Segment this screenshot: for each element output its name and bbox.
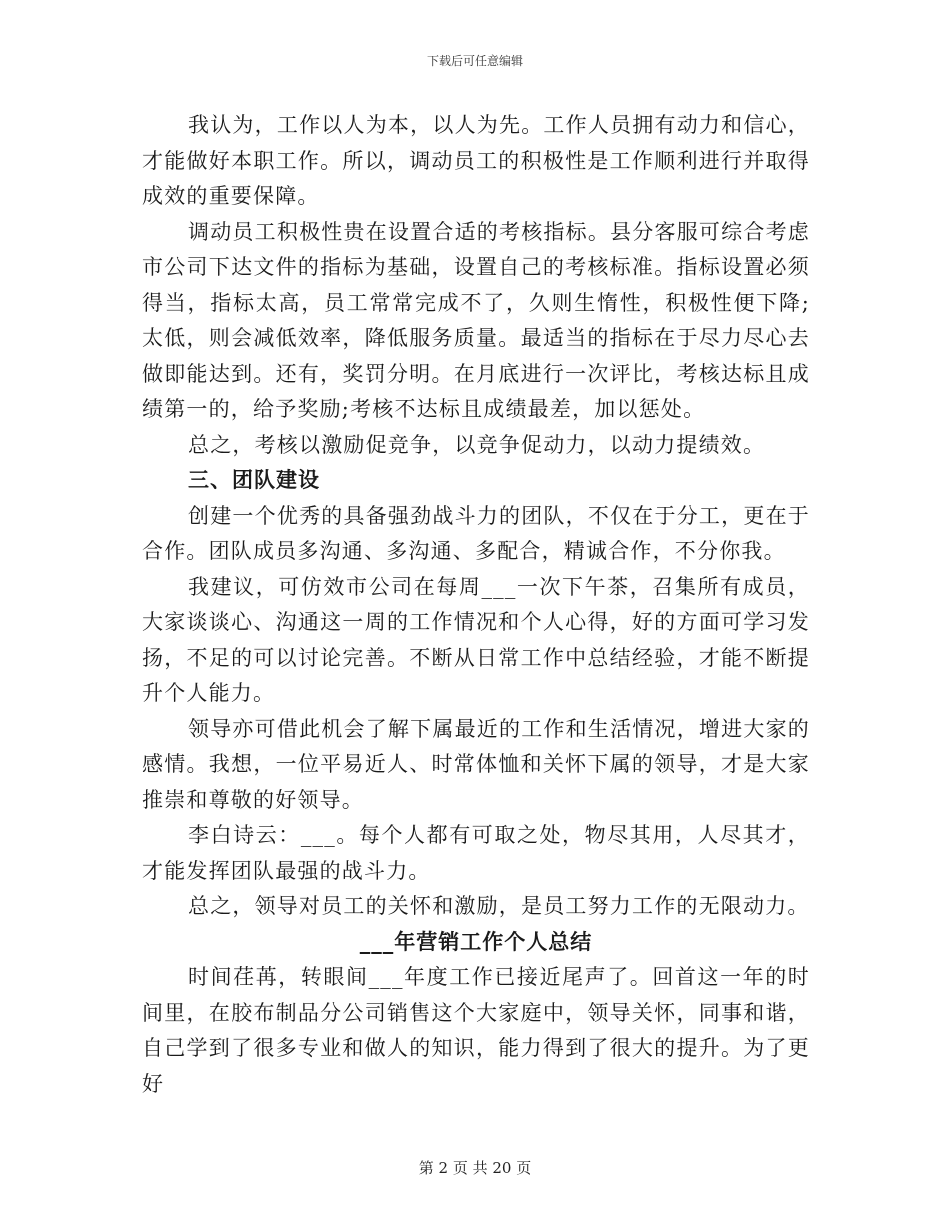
- paragraph: 总之，领导对员工的关怀和激励，是员工努力工作的无限动力。: [188, 894, 810, 918]
- paragraph: 我建议，可仿效市公司在每周___一次下午茶，召集所有成员，大家谈谈心、沟通这一周的工作情况和个人心得，好的方面可学习发扬，不足的可以讨论完善。不断从日常工作中总结经验，才能不断提升个人能力。: [142, 574, 810, 705]
- page-footer: 第 2 页 共 20 页: [418, 1159, 532, 1177]
- document-title: ___年营销工作个人总结: [359, 929, 593, 954]
- paragraph: 我认为，工作以人为本，以人为先。工作人员拥有动力和信心，才能做好本职工作。所以，调动员工的积极性是工作顺利进行并取得成效的重要保障。: [142, 113, 810, 208]
- paragraph: 时间荏苒，转眼间___年度工作已接近尾声了。回首这一年的时间里，在胶布制品分公司销售这个大家庭中，领导关怀，同事和谐，自己学到了很多专业和做人的知识，能力得到了很大的提升。为了更好: [142, 965, 810, 1096]
- paragraph: 创建一个优秀的具备强劲战斗力的团队，不仅在于分工，更在于合作。团队成员多沟通、多沟通、多配合，精诚合作，不分你我。: [142, 503, 810, 563]
- paragraph: 总之，考核以激励促竞争，以竞争促动力，以动力提绩效。: [188, 432, 766, 457]
- paragraph: 领导亦可借此机会了解下属最近的工作和生活情况，增进大家的感情。我想，一位平易近人、时常体恤和关怀下属的领导，才是大家推崇和尊敬的好领导。: [142, 716, 810, 812]
- section-heading: 三、团队建设: [188, 468, 320, 492]
- document-body: [142, 108, 810, 1102]
- paragraph: 调动员工积极性贵在设置合适的考核指标。县分客服可综合考虑市公司下达文件的指标为基础，设置自己的考核标准。指标设置必须得当，指标太高，员工常常完成不了，久则生惰性，积极性便下降;太低，则会减低效率，降低服务质量。最适当的指标在于尽力尽心去做即能达到。还有，奖罚分明。在月底进行一次评比，考核达标且成绩第一的，给予奖励;考核不达标且成绩最差，加以惩处。: [142, 219, 810, 421]
- page-header: 下载后可任意编辑: [426, 54, 523, 68]
- paragraph: 李白诗云：___。每个人都有可取之处，物尽其用，人尽其才，才能发挥团队最强的战斗力。: [142, 823, 810, 883]
